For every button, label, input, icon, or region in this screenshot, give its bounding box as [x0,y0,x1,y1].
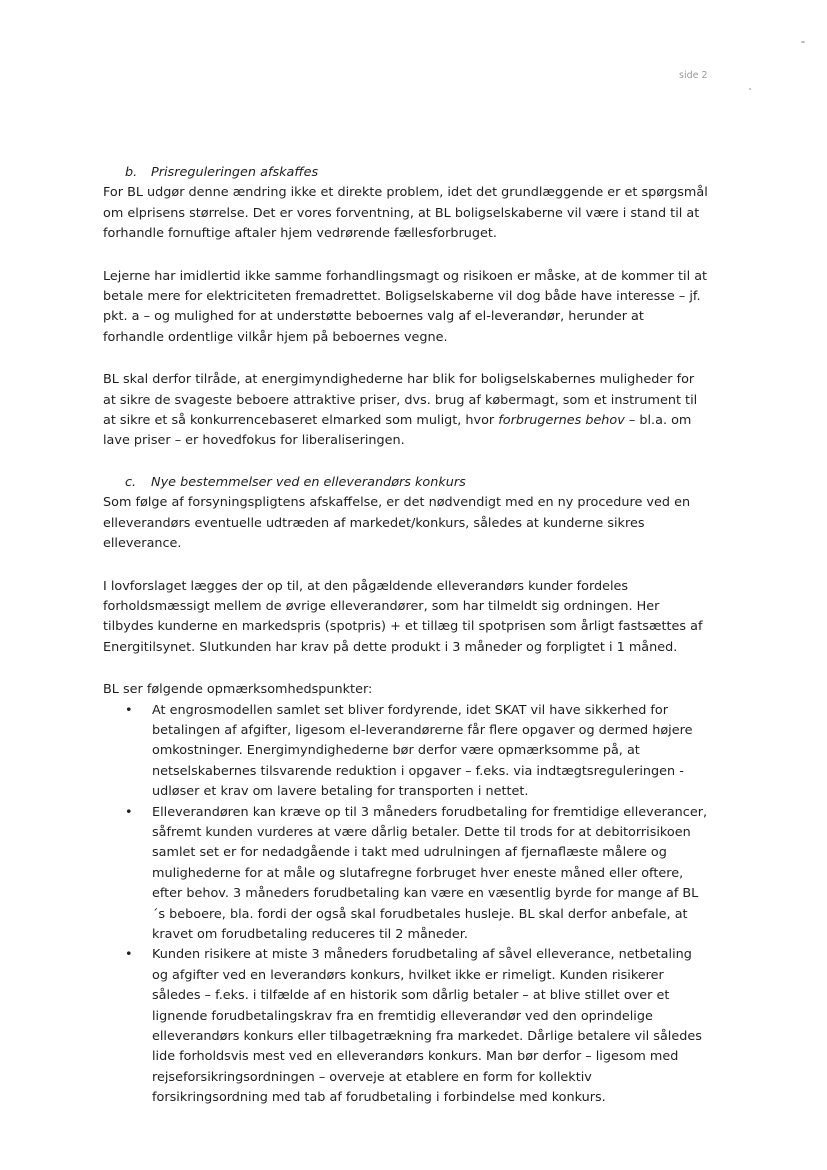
section-b-paragraph-3 [103,370,708,452]
attention-points-list [103,701,708,1109]
bullet-icon: • [125,947,133,963]
bullet-icon: • [125,804,133,820]
section-b-title: Prisreguleringen afskaffes [151,165,319,180]
bullet-icon: • [125,702,133,718]
scan-speck [801,41,805,43]
list-item [103,803,708,946]
attention-points-intro: BL ser følgende opmærksomhedspunkter: [103,682,373,698]
paragraph-text: – bl.a. om lave priser – er hovedfokus for liberaliseringen. [103,413,692,449]
list-item [103,945,708,1108]
page-number: side 2 [679,70,708,81]
section-b-letter: b. [125,165,138,180]
section-c-letter: c. [125,474,137,490]
section-b-paragraph-2: Lejerne har imidlertid ikke samme forhandlingsmagt og risikoen er måske, at de kommer til at betale mere for elektriciteten fremadrettet. Boligselskaberne vil dog både have interesse – jf. pkt. a – og mulighed for at understøtte beboernes valg af el-leverandør, herunder at forhandle ordentlige vilkår hjem på beboernes vegne. [103,268,708,345]
section-b-heading [103,163,708,183]
section-b-paragraph-1: For BL udgør denne ændring ikke et direkte problem, idet det grundlæggende er et spørgsmål om elprisens størrelse. Det er vores forventning, at BL boligselskaberne vil være i stand til at forhandle fornuftige aftaler hjem vedrørende fællesforbruget. [103,185,708,242]
list-item [103,701,708,803]
emphasis-text: forbrugernes behov [498,413,625,429]
section-c-paragraph-1: Som følge af forsyningspligtens afskaffelse, er det nødvendigt med en ny procedure ved en elleverandørs eventuelle udtræden af markedet/konkurs, således at kunderne sikres elleverance. [103,495,691,552]
list-item-text: Kunden risikere at miste 3 måneders forudbetaling af såvel elleverance, netbetaling og afgifter ved en leverandørs konkurs, hvilket ikke er rimeligt. Kunden risikerer således – f.eks. i tilfælde af en historik som dårlig betaler – at blive stillet over et lignende forudbetalingskrav fra en fremtidig elleverandør ved den oprindelige elleverandørs konkurs eller tilbagetrækning fra markedet. Dårlige betalere vil således lide forholdsvis mest ved en elleverandørs konkurs. Man bør derfor – ligesom med rejseforsikringsordningen – overveje at etablere en form for kollektiv forsikringsordning med tab af forudbetaling i forbindelse med konkurs. [152,947,702,1106]
section-c-heading [103,473,708,493]
section-c-paragraph-2: I lovforslaget lægges der op til, at den pågældende elleverandørs kunder fordeles forholdsmæssigt mellem de øvrige elleverandører, som har tilmeldt sig ordningen. Her tilbydes kunderne en markedspris (spotpris) + et tillæg til spotprisen som årligt fastsættes af Energitilsynet. Slutkunden har krav på dette produkt i 3 måneder og forpligtet i 1 måned. [103,578,703,655]
document-body [103,163,708,1109]
paragraph-text: BL skal derfor tilråde, at energimyndighederne har blik for boligselskabernes muligheder for at sikre de svageste beboere attraktive priser, dvs. brug af købermagt, som et instrument til at sikre et så konkurrencebaseret elmarked som muligt, hvor [103,372,698,429]
list-item-text: Elleverandøren kan kræve op til 3 måneders forudbetaling for fremtidige elleverancer, såfremt kunden vurderes at være dårlig betaler. Dette til trods for at debitorrisikoen samlet set er for nedadgående i takt med udrulningen af fjernaflæste målere og mulighederne for at måle og slutafregne forbruget hver eneste måned eller oftere, efter behov. 3 måneders forudbetaling kan være en væsentlig byrde for mange af BL´s beboere, bla. fordi der også skal forudbetales husleje. BL skal derfor anbefale, at kravet om forudbetaling reduceres til 2 måneder. [152,804,708,942]
section-c-title: Nye bestemmelser ved en elleverandørs konkurs [151,474,466,490]
scan-speck [749,88,751,90]
list-item-text: At engrosmodellen samlet set bliver fordyrende, idet SKAT vil have sikkerhed for betalingen af afgifter, ligesom el-leverandørerne får flere opgaver og dermed højere omkostninger. Energimyndighederne bør derfor være opmærksomme på, at netselskabernes tilsvarende reduktion i opgaver – f.eks. via indtægtsreguleringen - udløser et krav om lavere betaling for transporten i nettet. [152,702,693,800]
